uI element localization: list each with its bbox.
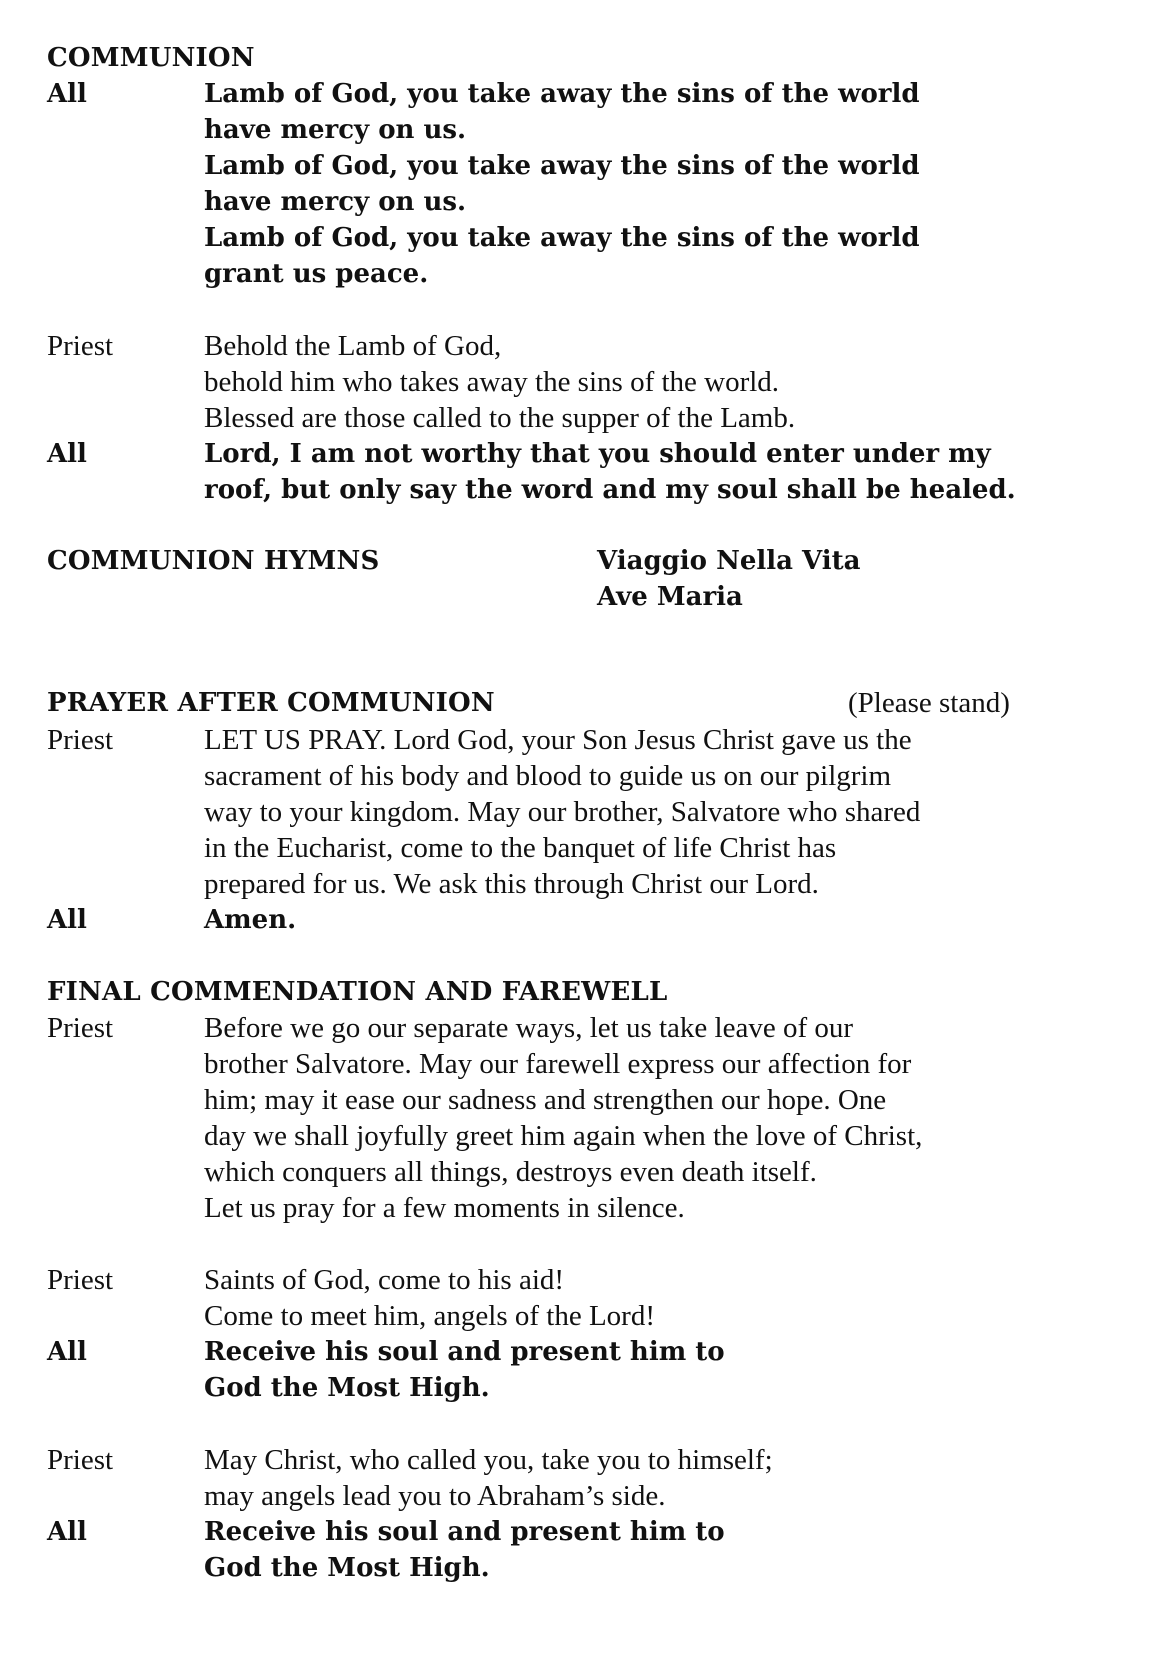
response-lines bbox=[204, 1334, 1147, 1406]
text-line: which conquers all things, destroys even death itself. bbox=[204, 1156, 817, 1188]
text-line: sacrament of his body and blood to guide us on our pilgrim bbox=[204, 760, 892, 792]
speaker-label: All bbox=[47, 1517, 87, 1547]
text-line: way to your kingdom. May our brother, Salvatore who shared bbox=[204, 796, 921, 828]
text-line: Lamb of God, you take away the sins of the world bbox=[204, 151, 920, 181]
text-line: Behold the Lamb of God, bbox=[204, 330, 502, 362]
text-line: him; may it ease our sadness and strengthen our hope. One bbox=[204, 1084, 887, 1116]
text-line: Let us pray for a few moments in silence. bbox=[204, 1192, 685, 1224]
text-line: have mercy on us. bbox=[204, 187, 467, 217]
hymn-title: Viaggio Nella Vita bbox=[597, 546, 861, 576]
commendation-all-block-1 bbox=[47, 1334, 1147, 1406]
speaker-label: All bbox=[47, 905, 87, 935]
priest-lines bbox=[204, 1010, 1147, 1226]
text-line: LET US PRAY. Lord God, your Son Jesus Christ gave us the bbox=[204, 724, 912, 756]
speaker-label: Priest bbox=[47, 330, 114, 362]
text-line: Amen. bbox=[204, 905, 297, 935]
communion-all-block bbox=[47, 76, 1147, 292]
text-line: grant us peace. bbox=[204, 259, 429, 289]
speaker-label: All bbox=[47, 439, 87, 469]
communion-response-block bbox=[47, 436, 1147, 508]
speaker-label: Priest bbox=[47, 1444, 114, 1476]
prayer-all-block bbox=[47, 902, 1147, 938]
response-lines bbox=[204, 1514, 1147, 1586]
text-line: Receive his soul and present him to bbox=[204, 1517, 725, 1547]
text-line: Saints of God, come to his aid! bbox=[204, 1264, 565, 1296]
text-line: God the Most High. bbox=[204, 1373, 490, 1403]
commendation-priest-block-3 bbox=[47, 1442, 1147, 1514]
text-line: Lord, I am not worthy that you should enter under my bbox=[204, 439, 991, 469]
commendation-priest-block-1 bbox=[47, 1010, 1147, 1226]
speaker-label: Priest bbox=[47, 1264, 114, 1296]
communion-heading: COMMUNION bbox=[47, 43, 255, 73]
prayer-priest-block bbox=[47, 722, 1147, 902]
speaker-label: Priest bbox=[47, 724, 114, 756]
response-lines bbox=[204, 436, 1147, 508]
response-lines bbox=[204, 76, 1147, 292]
text-line: Before we go our separate ways, let us take leave of our bbox=[204, 1012, 854, 1044]
text-line: may angels lead you to Abraham’s side. bbox=[204, 1480, 666, 1512]
communion-priest-block bbox=[47, 328, 1147, 436]
text-line: Lamb of God, you take away the sins of the world bbox=[204, 79, 920, 109]
commendation-priest-block-2 bbox=[47, 1262, 1147, 1334]
text-line: Receive his soul and present him to bbox=[204, 1337, 725, 1367]
final-commendation-heading: FINAL COMMENDATION AND FAREWELL bbox=[47, 977, 668, 1007]
text-line: behold him who takes away the sins of the world. bbox=[204, 366, 780, 398]
prayer-after-communion-heading: PRAYER AFTER COMMUNION bbox=[47, 688, 495, 718]
hymn-title: Ave Maria bbox=[597, 582, 743, 612]
speaker-label: Priest bbox=[47, 1012, 114, 1044]
text-line: Blessed are those called to the supper of the Lamb. bbox=[204, 402, 796, 434]
priest-lines bbox=[204, 1442, 1147, 1514]
text-line: Come to meet him, angels of the Lord! bbox=[204, 1300, 656, 1332]
text-line: in the Eucharist, come to the banquet of life Christ has bbox=[204, 832, 837, 864]
text-line: prepared for us. We ask this through Christ our Lord. bbox=[204, 868, 819, 900]
speaker-label: All bbox=[47, 1337, 87, 1367]
text-line: God the Most High. bbox=[204, 1553, 490, 1583]
priest-lines bbox=[204, 722, 1147, 902]
text-line: roof, but only say the word and my soul shall be healed. bbox=[204, 475, 1016, 505]
communion-hymns-heading: COMMUNION HYMNS bbox=[47, 546, 380, 576]
speaker-label: All bbox=[47, 79, 87, 109]
response-lines bbox=[204, 902, 1147, 938]
text-line: have mercy on us. bbox=[204, 115, 467, 145]
text-line: Lamb of God, you take away the sins of the world bbox=[204, 223, 920, 253]
text-line: brother Salvatore. May our farewell express our affection for bbox=[204, 1048, 912, 1080]
commendation-all-block-2 bbox=[47, 1514, 1147, 1586]
priest-lines bbox=[204, 1262, 1147, 1334]
instruction-note: (Please stand) bbox=[848, 687, 1010, 719]
priest-lines bbox=[204, 328, 1147, 436]
text-line: day we shall joyfully greet him again when the love of Christ, bbox=[204, 1120, 923, 1152]
text-line: May Christ, who called you, take you to himself; bbox=[204, 1444, 773, 1476]
